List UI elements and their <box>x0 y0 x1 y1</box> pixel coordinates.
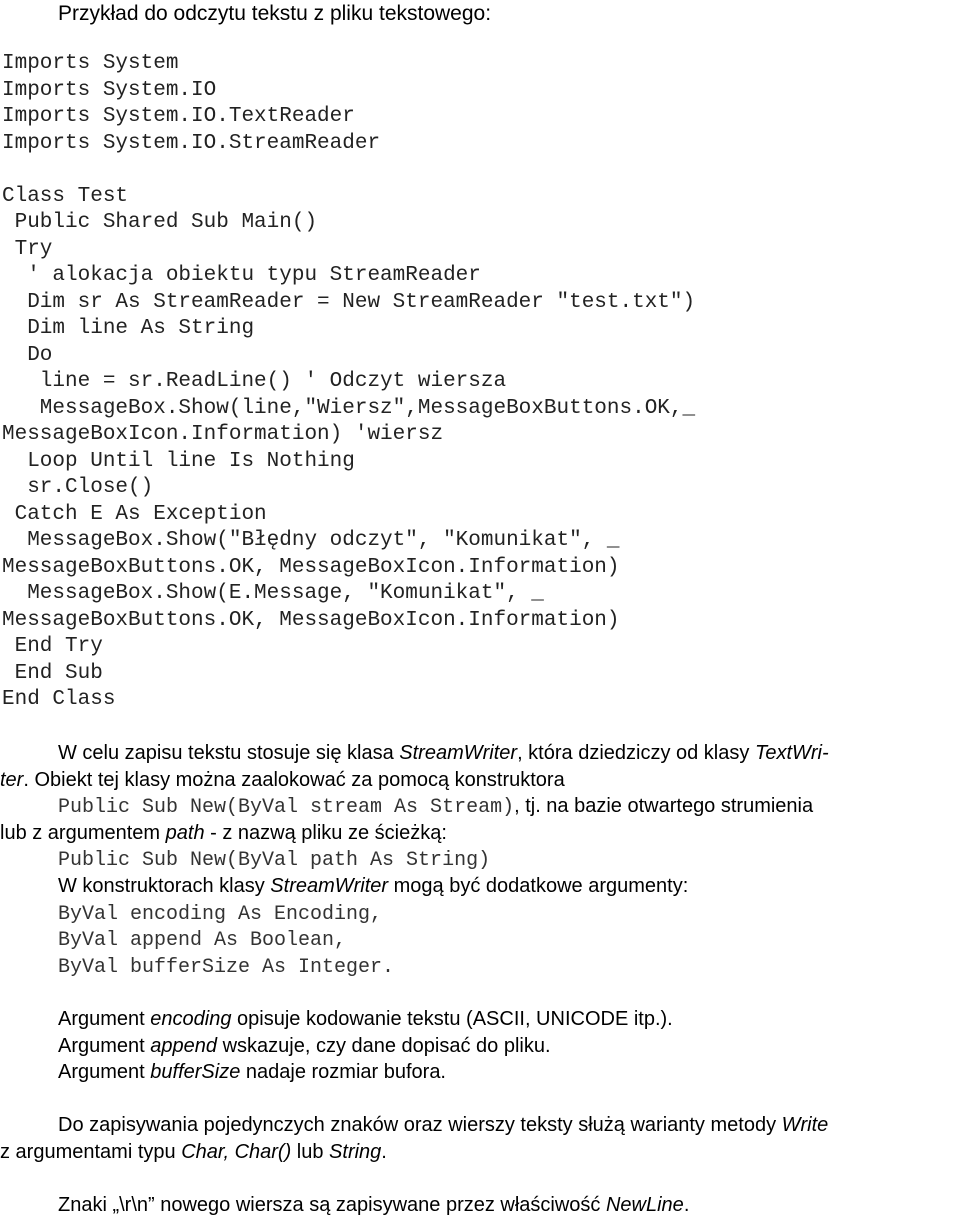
code-line: Imports System.IO.StreamReader <box>2 131 381 155</box>
code-line: MessageBox.Show(line,"Wiersz",MessageBoxButtons.OK,_ <box>2 396 696 420</box>
spacer <box>0 1166 960 1193</box>
text-run: wskazuje, czy dane dopisać do pliku. <box>217 1034 551 1057</box>
paragraph-line <box>0 1006 960 1033</box>
paragraph-line <box>0 767 960 794</box>
argument-name: bufferSize <box>150 1061 241 1084</box>
code-line: MessageBoxButtons.OK, MessageBoxIcon.Information) <box>2 608 620 632</box>
paragraph-line <box>0 953 960 980</box>
type-name: String <box>329 1140 382 1163</box>
code-line: End Try <box>2 635 103 658</box>
text-run: nadaje rozmiar bufora. <box>240 1061 446 1084</box>
code-line: Dim sr As StreamReader = New StreamReader "test.txt") <box>2 290 696 314</box>
argument-name: path <box>165 821 205 844</box>
property-name: NewLine <box>605 1194 684 1217</box>
paragraph-line <box>0 926 960 953</box>
text-run: W celu zapisu tekstu stosuje się klasa <box>58 742 400 764</box>
code-line: MessageBoxIcon.Information) 'wiersz <box>2 423 444 446</box>
argument-name: encoding <box>150 1007 232 1030</box>
inline-code: ByVal encoding As Encoding, <box>58 902 383 926</box>
code-line: Imports System.IO <box>2 78 217 102</box>
code-line: MessageBox.Show("Błędny odczyt", "Komunikat", _ <box>2 529 620 552</box>
code-line: Class Test <box>2 184 129 208</box>
text-run: Znaki „\r\n” nowego wiersza są zapisywane przez właściwość <box>58 1194 606 1217</box>
text-run: Argument <box>58 1007 151 1030</box>
paragraph-line <box>0 900 960 927</box>
inline-code: Public Sub New(ByVal path As String) <box>58 849 491 873</box>
class-name: ter <box>0 768 24 791</box>
code-line: Catch E As Exception <box>2 502 267 526</box>
paragraph-line <box>0 1139 960 1166</box>
text-run: Do zapisywania pojedynczych znaków oraz wierszy teksty służą warianty metody <box>58 1114 782 1137</box>
code-line: line = sr.ReadLine() ' Odczyt wiersza <box>2 370 507 393</box>
section-heading: Przykład do odczytu tekstu z pliku tekstowego: <box>58 2 492 25</box>
paragraph-line <box>0 873 960 900</box>
class-name: StreamWriter <box>270 874 389 897</box>
paragraph-line <box>0 1192 960 1219</box>
prose-section <box>0 740 960 1219</box>
inline-code: ByVal bufferSize As Integer. <box>58 955 395 979</box>
code-line: Public Shared Sub Main() <box>2 211 318 234</box>
paragraph-line <box>0 1033 960 1060</box>
inline-code: Public Sub New(ByVal stream As Stream) <box>58 796 515 820</box>
code-line: Dim line As String <box>2 317 255 340</box>
text-run: - z nazwą pliku ze ścieżką: <box>204 821 447 844</box>
text-run: lub <box>291 1140 330 1163</box>
spacer <box>0 979 960 1006</box>
inline-code: ByVal append As Boolean, <box>58 929 347 953</box>
text-run: W konstruktorach klasy <box>58 874 271 897</box>
code-line: End Class <box>2 688 116 711</box>
text-run: Argument <box>58 1034 151 1057</box>
code-line: Imports System.IO.TextReader <box>2 105 355 128</box>
paragraph-line <box>0 793 960 820</box>
paragraph-line <box>0 846 960 873</box>
method-name: Write <box>781 1114 829 1137</box>
paragraph-line <box>0 1059 960 1086</box>
code-line: End Sub <box>2 661 103 685</box>
type-name: Char, Char() <box>181 1140 292 1163</box>
class-name: StreamWriter <box>399 742 518 764</box>
text-run: opisuje kodowanie tekstu (ASCII, UNICODE itp.). <box>231 1007 673 1030</box>
text-run: , tj. na bazie otwartego strumienia <box>514 795 814 818</box>
code-line: sr.Close() <box>2 476 154 499</box>
text-run: z argumentami typu <box>0 1140 182 1163</box>
paragraph-line <box>0 740 960 767</box>
text-run: . Obiekt tej klasy można zaalokować za pomocą konstruktora <box>23 768 565 791</box>
code-line: MessageBoxButtons.OK, MessageBoxIcon.Information) <box>2 555 620 579</box>
spacer <box>0 1086 960 1113</box>
code-line: Do <box>2 343 53 367</box>
code-line: Imports System <box>2 52 179 75</box>
text-run: . <box>381 1140 387 1163</box>
text-run: lub z argumentem <box>0 821 166 844</box>
code-line <box>2 157 695 184</box>
text-run: mogą być dodatkowe argumenty: <box>388 874 689 897</box>
code-line: Loop Until line Is Nothing <box>2 449 355 473</box>
code-line: Try <box>2 237 53 261</box>
argument-name: append <box>150 1034 218 1057</box>
code-line: ' alokacja obiektu typu StreamReader <box>2 264 481 287</box>
class-name: TextWri- <box>754 742 829 764</box>
code-listing <box>2 51 695 714</box>
code-line: MessageBox.Show(E.Message, "Komunikat", _ <box>2 582 544 605</box>
text-run: , która dziedziczy od klasy <box>517 742 755 764</box>
paragraph-line <box>0 820 960 847</box>
paragraph-line <box>0 1112 960 1139</box>
text-run: Argument <box>58 1061 151 1084</box>
text-run: . <box>683 1194 690 1217</box>
